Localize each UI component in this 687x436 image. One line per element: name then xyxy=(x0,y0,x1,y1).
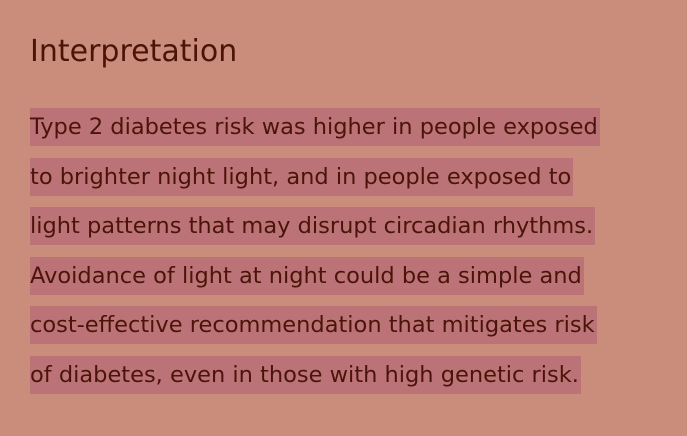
paragraph-line xyxy=(30,354,670,404)
highlighted-text: Avoidance of light at night could be a simple and xyxy=(30,257,584,295)
paragraph-line xyxy=(30,106,670,156)
highlighted-text: to brighter night light, and in people exposed to xyxy=(30,158,573,196)
highlighted-text: light patterns that may disrupt circadian rhythms. xyxy=(30,207,595,245)
interpretation-paragraph xyxy=(30,106,670,404)
highlighted-text: cost-effective recommendation that mitigates risk xyxy=(30,306,597,344)
highlighted-text: Type 2 diabetes risk was higher in people exposed xyxy=(30,108,600,146)
paragraph-line xyxy=(30,205,670,255)
paragraph-line xyxy=(30,255,670,305)
paragraph-line xyxy=(30,156,670,206)
section-heading: Interpretation xyxy=(30,34,238,69)
highlighted-text: of diabetes, even in those with high genetic risk. xyxy=(30,356,581,394)
paragraph-line xyxy=(30,304,670,354)
